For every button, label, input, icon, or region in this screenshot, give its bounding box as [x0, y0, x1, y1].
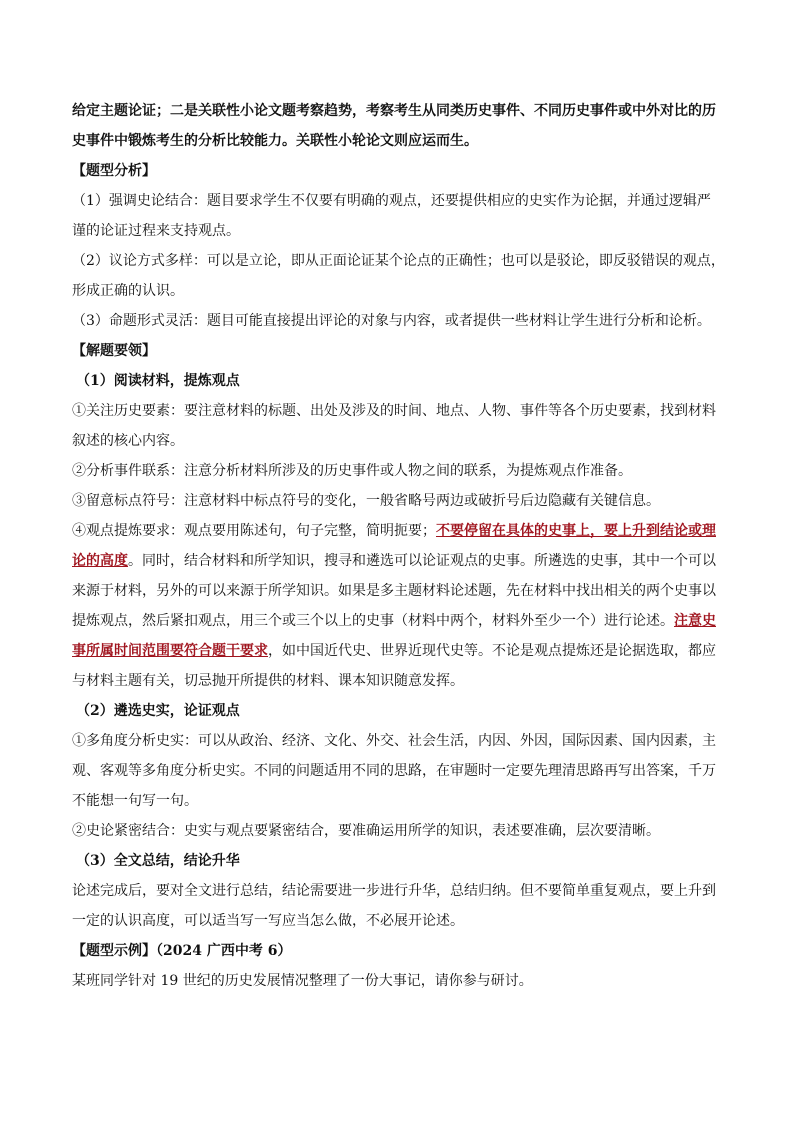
text-span: 提炼观点，然后紧扣观点，用三个或三个以上的史事（材料中两个，材料外至少一个）进行论述。 — [72, 613, 674, 629]
analysis-line: 形成正确的认识。 — [72, 283, 184, 299]
text-span: ，如中国近代史、世界近现代史等。不论是观点提炼还是论据选取，都应 — [268, 643, 716, 659]
text-span: 。同时，结合材料和所学知识，搜寻和遴选可以论证观点的史事。所遴选的史事，其中一个可以 — [128, 553, 716, 569]
analysis-line: （1）强调史论结合：题目要求学生不仅要有明确的观点，还要提供相应的史实作为论据，并通过逻辑严 — [72, 193, 711, 209]
paragraph-line: 叙述的核心内容。 — [72, 433, 184, 449]
step-title: （3）全文总结，结论升华 — [76, 853, 240, 869]
text-span: ④观点提炼要求：观点要用陈述句，句子完整，简明扼要； — [72, 523, 436, 539]
document-body — [72, 96, 732, 996]
section-heading-method: 【解题要领】 — [72, 343, 156, 359]
analysis-line: （3）命题形式灵活：题目可能直接提出评论的对象与内容，或者提供一些材料让学生进行分析和论析。 — [72, 313, 711, 329]
paragraph-line — [72, 636, 732, 666]
paragraph-line — [72, 516, 732, 546]
section-heading-example: 【题型示例】 — [72, 943, 156, 959]
section-heading-analysis: 【题型分析】 — [72, 163, 156, 179]
paragraph-line — [72, 606, 732, 636]
paragraph-line: 观、客观等多角度分析史实。不同的问题适用不同的思路，在审题时一定要先理清思路再写出答案，千万 — [72, 763, 716, 779]
paragraph-line: ③留意标点符号：注意材料中标点符号的变化，一般省略号两边或破折号后边隐藏有关键信息。 — [72, 493, 660, 509]
paragraph-line: ②史论紧密结合：史实与观点要紧密结合，要准确运用所学的知识，表述要准确，层次要清晰。 — [72, 823, 660, 839]
analysis-line: 谨的论证过程来支持观点。 — [72, 223, 240, 239]
paragraph-line: 某班同学针对 19 世纪的历史发展情况整理了一份大事记，请你参与研讨。 — [72, 973, 533, 989]
paragraph-line: 不能想一句写一句。 — [72, 793, 198, 809]
example-heading-line — [72, 936, 732, 966]
step-title: （2）遴选史实，论证观点 — [76, 703, 240, 719]
paragraph-line: ①关注历史要素：要注意材料的标题、出处及涉及的时间、地点、人物、事件等各个历史要素，找到材料 — [72, 403, 716, 419]
analysis-line: （2）议论方式多样：可以是立论，即从正面论证某个论点的正确性；也可以是驳论，即反驳错误的观点， — [72, 253, 725, 269]
paragraph-line: 来源于材料，另外的可以来源于所学知识。如果是多主题材料论述题，先在材料中找出相关的两个史事以 — [72, 583, 716, 599]
paragraph-line — [72, 546, 732, 576]
highlighted-text: 不要停留在具体的史事上，要上升到结论或理 — [436, 523, 716, 539]
paragraph-line: 一定的认识高度，可以适当写一写应当怎么做，不必展开论述。 — [72, 913, 464, 929]
highlighted-text: 事所属时间范围要符合题干要求 — [72, 643, 268, 659]
highlighted-text: 论的高度 — [72, 553, 128, 569]
example-source: （2024 广西中考 6） — [156, 943, 292, 959]
step-title: （1）阅读材料，提炼观点 — [76, 373, 240, 389]
paragraph-line: ①多角度分析史实：可以从政治、经济、文化、外交、社会生活，内因、外因，国际因素、国内因素，主 — [72, 733, 716, 749]
paragraph-line: ②分析事件联系：注意分析材料所涉及的历史事件或人物之间的联系，为提炼观点作准备。 — [72, 463, 632, 479]
highlighted-text: 注意史 — [674, 613, 716, 629]
intro-line-2: 史事件中锻炼考生的分析比较能力。关联性小轮论文则应运而生。 — [72, 133, 478, 149]
intro-line-1: 给定主题论证；二是关联性小论文题考察趋势，考察考生从同类历史事件、不同历史事件或中外对比的历 — [72, 103, 716, 119]
paragraph-line: 与材料主题有关，切忌抛开所提供的材料、课本知识随意发挥。 — [72, 673, 464, 689]
paragraph-line: 论述完成后，要对全文进行总结，结论需要进一步进行升华，总结归纳。但不要简单重复观点，要上升到 — [72, 883, 716, 899]
